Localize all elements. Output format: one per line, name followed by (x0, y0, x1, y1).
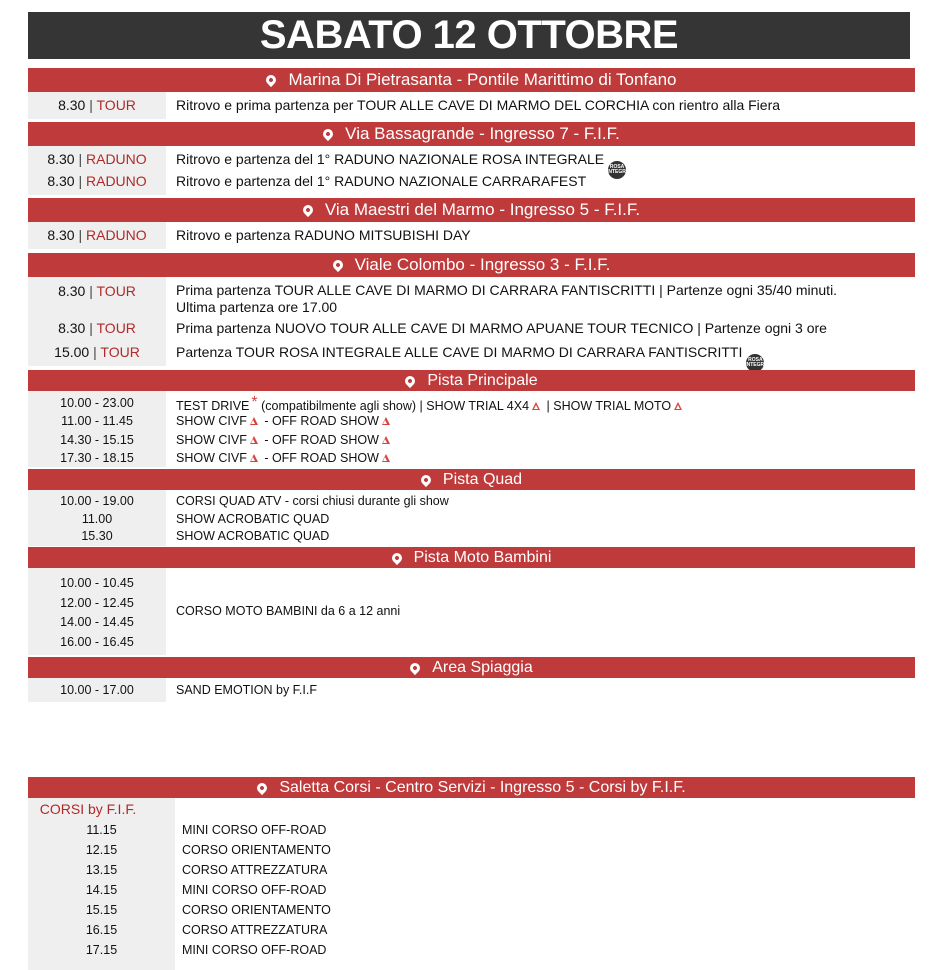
warning-triangle-icon (250, 454, 258, 462)
description-cell: SAND EMOTION by F.I.F (176, 683, 317, 697)
map-pin-icon (419, 472, 433, 486)
time-cell: 17.15 (85, 943, 118, 957)
map-pin-icon (408, 660, 422, 674)
section-title: Pista Moto Bambini (413, 548, 552, 566)
time-cell: 15.15 (85, 903, 118, 917)
schedule-row (28, 277, 915, 317)
time-cell: 13.15 (85, 863, 118, 877)
warning-triangle-icon (382, 436, 390, 444)
description-cell: Ritrovo e partenza del 1° RADUNO NAZIONALE CARRARAFEST (176, 173, 587, 189)
time-cell: 10.00 - 19.00 (60, 494, 134, 508)
schedule-row (28, 840, 915, 860)
schedule-row (28, 568, 915, 655)
section-pista-principale (28, 370, 915, 467)
description-cell: SHOW ACROBATIC QUAD (176, 529, 330, 543)
section-title: Pista Quad (442, 470, 523, 488)
description-cell: Prima partenza TOUR ALLE CAVE DI MARMO DI CARRARA FANTISCRITTI | Partenze ogni 35/40 minuti. Ultima partenza ore 17.00 (176, 282, 838, 315)
schedule-row (28, 510, 915, 527)
time-cell: 10.00 - 10.45 12.00 - 12.45 14.00 - 14.45 16.00 - 16.45 (28, 568, 166, 655)
schedule-row (28, 490, 915, 510)
description-cell: Ritrovo e partenza del 1° RADUNO NAZIONALE ROSA INTEGRALE ROSA INTEGR. (166, 146, 915, 170)
description-cell: CORSO MOTO BAMBINI da 6 a 12 anni (176, 604, 401, 618)
section-viale-colombo (28, 253, 915, 366)
section-area-spiaggia (28, 657, 915, 702)
warning-triangle-icon (250, 417, 258, 425)
section-title: Viale Colombo - Ingresso 3 - F.I.F. (354, 255, 611, 274)
warning-triangle-icon (250, 436, 258, 444)
section-via-maestri-del-marmo (28, 198, 915, 249)
time-cell: 8.30 | RADUNO (28, 222, 166, 249)
section-header (28, 657, 915, 678)
description-cell: CORSO ATTREZZATURA (182, 863, 328, 877)
time-cell: 11.00 (81, 512, 113, 526)
description-cell: SHOW CIVF - OFF ROAD SHOW (166, 411, 915, 430)
description-cell: Prima partenza NUOVO TOUR ALLE CAVE DI MARMO APUANE TOUR TECNICO | Partenze ogni 3 ore (176, 320, 827, 336)
courses-subheader: CORSI by F.I.F. (39, 801, 137, 817)
warning-triangle-icon (382, 454, 390, 462)
section-header (28, 777, 915, 798)
section-title: Via Maestri del Marmo - Ingresso 5 - F.I.F. (324, 200, 641, 219)
description-cell: CORSO ATTREZZATURA (182, 923, 328, 937)
time-cell: 8.30 | RADUNO (47, 173, 147, 189)
rosa-integrale-badge-icon: ROSA INTEGR. (746, 354, 764, 372)
section-pista-quad (28, 469, 915, 545)
description-cell: SHOW CIVF - OFF ROAD SHOW (166, 430, 915, 449)
section-title: Pista Principale (427, 371, 538, 389)
section-header (28, 469, 915, 490)
description-cell: Ritrovo e partenza RADUNO MITSUBISHI DAY (176, 227, 471, 243)
section-header (28, 253, 915, 277)
schedule-row (28, 342, 915, 366)
section-marina-di-pietrasanta (28, 68, 915, 119)
time-cell: 10.00 - 17.00 (28, 678, 166, 702)
description-cell: TEST DRIVE * (compatibilmente agli show) | SHOW TRIAL 4X4 | SHOW TRIAL MOTO (166, 391, 915, 411)
time-cell: 10.00 - 23.00 (60, 396, 134, 410)
section-header (28, 370, 915, 391)
schedule-row (28, 317, 915, 342)
time-cell: 12.15 (85, 843, 118, 857)
schedule-row (28, 920, 915, 940)
schedule-row (28, 860, 915, 880)
section-title: Area Spiaggia (432, 658, 533, 676)
map-pin-icon (331, 258, 345, 272)
description-cell: MINI CORSO OFF-ROAD (182, 823, 327, 837)
section-header (28, 547, 915, 568)
section-header (28, 198, 915, 222)
section-pista-moto-bambini (28, 547, 915, 655)
schedule-row (28, 92, 915, 119)
time-cell: 14.30 - 15.15 (60, 433, 134, 447)
time-cell: 11.00 - 11.45 (61, 414, 133, 428)
time-cell: 15.00 | TOUR (54, 344, 140, 360)
description-cell: Ritrovo e prima partenza per TOUR ALLE CAVE DI MARMO DEL CORCHIA con rientro alla Fiera (176, 97, 781, 113)
description-cell: SHOW ACROBATIC QUAD (176, 512, 330, 526)
time-cell: 16.15 (85, 923, 118, 937)
page-title: SABATO 12 OTTOBRE (28, 12, 910, 59)
description-cell: MINI CORSO OFF-ROAD (182, 883, 327, 897)
rosa-integrale-badge-icon: ROSA INTEGR. (608, 161, 626, 179)
time-cell: 8.30 | TOUR (58, 283, 136, 299)
description-cell: Partenza TOUR ROSA INTEGRALE ALLE CAVE DI MARMO DI CARRARA FANTISCRITTI ROSA INTEGR. (166, 342, 915, 366)
map-pin-icon (301, 203, 315, 217)
section-title: Marina Di Pietrasanta - Pontile Marittimo di Tonfano (288, 70, 677, 89)
schedule-row (28, 411, 915, 430)
asterisk-icon: * (251, 394, 258, 411)
schedule-row (28, 820, 915, 840)
courses-list (28, 820, 915, 960)
map-pin-icon (255, 780, 269, 794)
section-saletta-corsi (28, 777, 915, 960)
time-cell: 15.30 (81, 529, 113, 543)
time-cell: 8.30 | TOUR (28, 92, 166, 119)
schedule-row (28, 449, 915, 467)
section-header (28, 122, 915, 146)
schedule-row (28, 430, 915, 449)
time-cell: 11.15 (86, 823, 117, 837)
schedule-row (28, 900, 915, 920)
warning-triangle-icon (674, 402, 682, 410)
section-via-bassagrande (28, 122, 915, 194)
schedule-row (28, 678, 915, 702)
description-cell: CORSO ORIENTAMENTO (182, 903, 331, 917)
schedule-row (28, 170, 915, 194)
description-cell: MINI CORSO OFF-ROAD (182, 943, 327, 957)
time-cell: 8.30 | TOUR (58, 320, 136, 336)
warning-triangle-icon (532, 402, 540, 410)
map-pin-icon (403, 373, 417, 387)
map-pin-icon (390, 550, 404, 564)
description-cell: SHOW CIVF - OFF ROAD SHOW (166, 449, 915, 467)
schedule-row (28, 940, 915, 960)
section-header (28, 68, 915, 92)
schedule-row (28, 146, 915, 175)
description-cell: CORSI QUAD ATV - corsi chiusi durante gli show (176, 494, 449, 508)
section-title: Saletta Corsi - Centro Servizi - Ingresso 5 - Corsi by F.I.F. (279, 778, 686, 796)
description-cell: CORSO ORIENTAMENTO (182, 843, 331, 857)
map-pin-icon (264, 73, 278, 87)
section-title: Via Bassagrande - Ingresso 7 - F.I.F. (345, 124, 620, 143)
map-pin-icon (321, 127, 335, 141)
time-cell: 17.30 - 18.15 (60, 451, 134, 465)
schedule-row (28, 880, 915, 900)
schedule-row (28, 527, 915, 545)
schedule-row (28, 391, 915, 411)
warning-triangle-icon (382, 417, 390, 425)
time-cell: 8.30 | RADUNO (47, 151, 147, 167)
schedule-row (28, 222, 915, 249)
time-cell: 14.15 (85, 883, 118, 897)
